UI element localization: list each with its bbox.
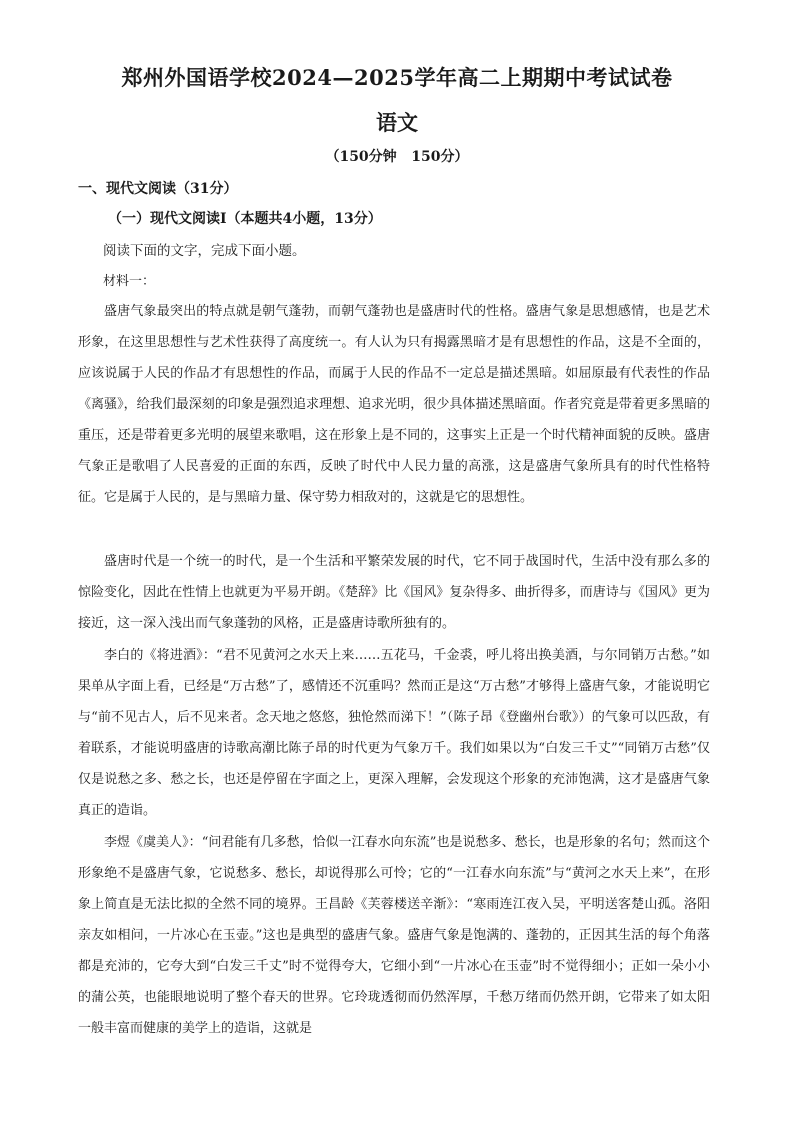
material-label: 材料一： bbox=[103, 274, 156, 289]
exam-title: 郑州外国语学校2024—2025学年高二上期期中考试试卷 bbox=[121, 65, 673, 90]
subsection-heading: （一）现代文阅读Ⅰ（本题共4小题，13分） bbox=[108, 211, 382, 227]
section-heading: 一、现代文阅读（31分） bbox=[78, 181, 238, 197]
time-score-info: （150分钟 150分） bbox=[325, 149, 469, 165]
body-paragraph: 盛唐时代是一个统一的时代，是一个生活和平繁荣发展的时代，它不同于战国时代，生活中没有那么多的惊险变化，因此在性情上也就更为平易开朗。《楚辞》比《国风》复杂得多、曲折得多，而唐诗与《国风》更为接近，这一深入浅出而气象蓬勃的风格，正是盛唐诗歌所独有的。 bbox=[78, 554, 710, 631]
reading-instruction: 阅读下面的文字，完成下面小题。 bbox=[103, 243, 306, 259]
subject-title: 语文 bbox=[376, 110, 418, 135]
body-paragraph: 李煜《虞美人》：“问君能有几多愁，恰似一江春水向东流”也是说愁多、愁长，也是形象的名句；然而这个形象绝不是盛唐气象，它说愁多、愁长，却说得那么可怜；它的“一江春水向东流”与“黄河之水天上来”，在形象上简直是无法比拟的全然不同的境界。王昌龄《芙蓉楼送辛渐》：“寒雨连江夜入吴，平明送客楚山孤。洛阳亲友如相问，一片冰心在玉壶。”这也是典型的盛唐气象。盛唐气象是饱满的、蓬勃的，正因其生活的每个角落都是充沛的，它夸大到“白发三千丈”时不觉得夸大，它细小到“一片冰心在玉壶”时不觉得细小；正如一朵小小的蒲公英，也能眼地说明了整个春天的世界。它玲珑透彻而仍然浑厚，千愁万绪而仍然开朗，它带来了如太阳一般丰富而健康的美学上的造诣，这就是 bbox=[78, 835, 710, 1036]
body-paragraph: 盛唐气象最突出的特点就是朝气蓬勃，而朝气蓬勃也是盛唐时代的性格。盛唐气象是思想感情，也是艺术形象，在这里思想性与艺术性获得了高度统一。有人认为只有揭露黑暗才是有思想性的作品，这是不全面的，应该说属于人民的作品才有思想性的作品，而属于人民的作品不一定总是描述黑暗。如屈原最有代表性的作品《离骚》，给我们最深刻的印象是强烈追求理想、追求光明，很少具体描述黑暗面。作者究竟是带着更多黑暗的重压，还是带着更多光明的展望来歌唱，这在形象上是不同的，这事实上正是一个时代精神面貌的反映。盛唐气象正是歌唱了人民喜爱的正面的东西，反映了时代中人民力量的高涨，这是盛唐气象所具有的时代性格特征。它是属于人民的，是与黑暗力量、保守势力相敌对的，这就是它的思想性。 bbox=[78, 304, 710, 505]
body-paragraph: 李白的《将进酒》：“君不见黄河之水天上来……五花马，千金裘，呼儿将出换美酒，与尔同销万古愁。”如果单从字面上看，已经是“万古愁”了，感情还不沉重吗？然而正是这“万古愁”才够得上盛唐气象，才能说明它与“前不见古人，后不见来者。念天地之悠悠，独怆然而涕下！”（陈子昂《登幽州台歌》）的气象可以匹敌，有着联系，才能说明盛唐的诗歌高潮比陈子昂的时代更为气象万千。我们如果以为“白发三千丈”“同销万古愁”仅仅是说愁之多、愁之长，也还是停留在字面之上，更深入理解，会发现这个形象的充沛饱满，这才是盛唐气象真正的造诣。 bbox=[78, 648, 710, 818]
